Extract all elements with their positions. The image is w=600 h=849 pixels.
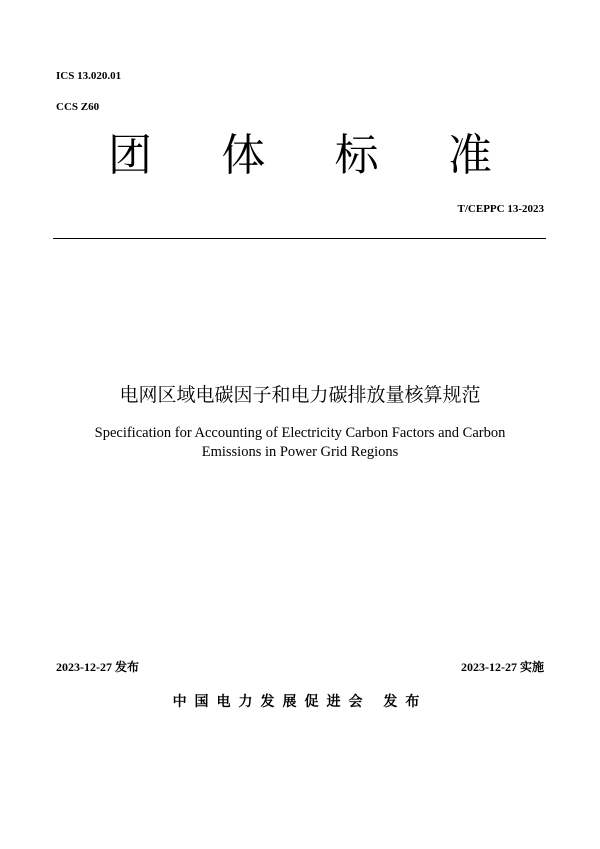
chinese-title: 电网区域电碳因子和电力碳排放量核算规范 — [119, 384, 481, 406]
ccs-code: CCS Z60 — [56, 101, 100, 113]
issue-date: 2023-12-27 发布 — [56, 660, 139, 674]
publisher: 中国电力发展促进会 发布 — [172, 694, 428, 710]
document-type-char: 准 — [447, 130, 492, 181]
implementation-date: 2023-12-27 实施 — [461, 660, 544, 674]
ics-code: ICS 13.020.01 — [56, 70, 122, 82]
header-divider — [53, 238, 546, 239]
document-type-heading — [100, 126, 500, 186]
english-title-line-1: Specification for Accounting of Electricity Carbon Factors and Carbon — [94, 425, 506, 441]
document-type-char: 团 — [108, 130, 152, 181]
english-title-line-2: Emissions in Power Grid Regions — [201, 444, 399, 460]
document-type-char: 标 — [334, 130, 379, 181]
standard-number: T/CEPPC 13-2023 — [457, 203, 544, 215]
document-type-char: 体 — [221, 130, 266, 181]
english-title — [60, 424, 540, 462]
